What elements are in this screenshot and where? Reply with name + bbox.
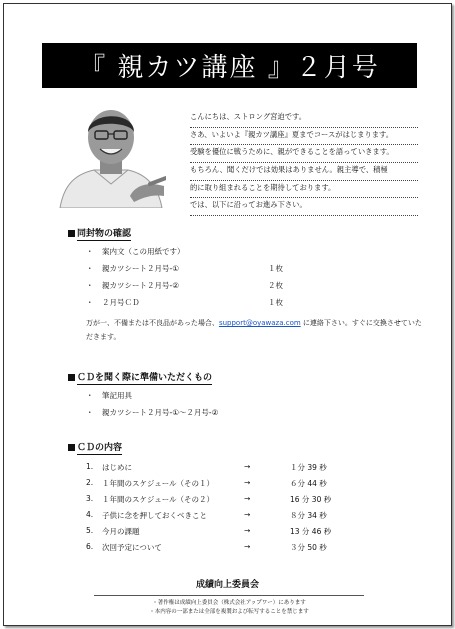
heading-square-icon (68, 230, 75, 237)
heading-square-icon (68, 444, 75, 451)
arrow-icon: → (244, 526, 251, 535)
intro-line: もちろん、聞くだけでは効果はありません。親主導で、積極 (190, 163, 418, 181)
support-email-link[interactable]: support@oyawaza.com (218, 319, 301, 327)
intro-line: さあ、いよいよ『親カツ講座』夏までコースがはじまります。 (190, 128, 418, 146)
intro-line: では、以下に沿ってお進み下さい。 (190, 198, 418, 216)
organization-name: 成績向上委員会 (195, 580, 259, 590)
copyright-line: ・著作権は成績向上委員会（株式会社アップワー）にあります (152, 600, 306, 606)
page-title: 『 親カツ講座 』２月号 (42, 43, 417, 88)
arrow-icon: → (244, 462, 251, 471)
intro-text (190, 110, 418, 216)
intro-line: 的に取り組まれることを期待しております。 (190, 181, 418, 199)
heading-square-icon (68, 374, 75, 381)
arrow-icon: → (244, 478, 251, 487)
intro-line: 受験を優位に戦うために、親ができることを語っていきます。 (190, 145, 418, 163)
copyright-line: ・本内容の一部または全部を複製および転写することを禁じます (149, 609, 309, 615)
arrow-icon: → (244, 494, 251, 503)
document-page: 『 親カツ講座 』２月号 こんにちは、ストロング宮迫です。 さあ、いよいよ『親カツ講座』夏までコースがはじまります。 受験を優位に戦うために、親ができることを語っていきます。 もちろん、聞くだけでは効果はありません。親主導で、積極 的に取り組まれることを期待しております。 では、以下に沿ってお進み下さい。 同封物の確認 ・ 案内文（この用紙です） ・ 親カツシート２月号-① １枚 ・ 親カツシート２月号-② ２枚 ・ ２月号ＣＤ １枚 万が一、不備または不良品があった場合、support@oyawaza.com に連絡下さい。すぐに交換させていただきます。 ＣＤを聞く際に準備いただくもの ・ 筆記用具 ・ 親カツシート２月号-①～２月号-② ＣＤの内容 1. はじめに → １分 39 秒 2. １年間のスケジュール（その１） → ６分 44 秒 3. １年間のスケジュール（その２） → 16 分 30 秒 4. 子供に念を押しておくべきこと → ８分 34 秒 5. 今月の課題 → 13 分 46 秒 6. 次回予定について → ３分 50 秒 成績向上委員会 ・著作権は成績向上委員会（株式会社アップワー）にあります ・本内容の一部または全部を複製および転写することを禁じます (3, 3, 452, 626)
arrow-icon: → (244, 510, 251, 519)
defect-note: 万が一、不備または不良品があった場合、support@oyawaza.com に連絡下さい。すぐに交換させていただきます。 (86, 319, 422, 341)
section-heading-enclosures: 同封物の確認 (68, 226, 131, 241)
presenter-photo (54, 104, 166, 208)
arrow-icon: → (244, 542, 251, 551)
section-heading-prep: ＣＤを聞く際に準備いただくもの (68, 370, 212, 385)
intro-line: こんにちは、ストロング宮迫です。 (190, 110, 418, 128)
section-heading-cd: ＣＤの内容 (68, 440, 122, 455)
copyright-notes (94, 595, 364, 617)
